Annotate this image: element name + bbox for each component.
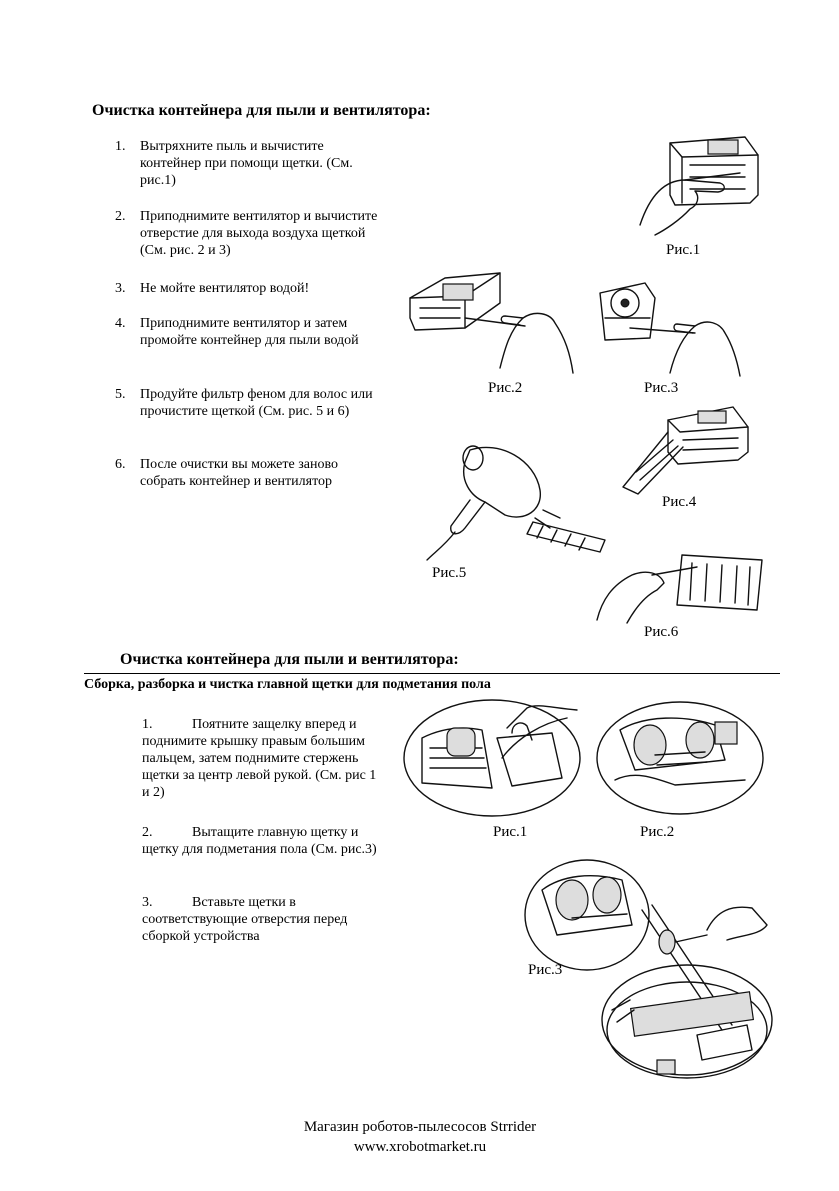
figure-2-illustration bbox=[405, 268, 575, 378]
step-number: 5. bbox=[115, 387, 126, 402]
step-number: 2. bbox=[142, 825, 153, 840]
step-text: Не мойте вентилятор водой! bbox=[140, 281, 310, 296]
section1-title: Очистка контейнера для пыли и вентилятора: bbox=[92, 102, 431, 119]
step-number: 1. bbox=[142, 717, 153, 732]
figure-6-caption: Рис.6 bbox=[644, 624, 679, 640]
brush-figure-2-illustration bbox=[595, 700, 765, 818]
brush-figure-1-illustration bbox=[402, 698, 582, 818]
section2-step-3 bbox=[142, 894, 387, 946]
figure-3-caption: Рис.3 bbox=[644, 380, 679, 396]
figure-3-illustration bbox=[595, 278, 745, 378]
footer-store-name: Магазин роботов-пылесосов Strrider bbox=[303, 1119, 537, 1135]
section1-step-4 bbox=[115, 315, 385, 367]
step-text: Продуйте фильтр феном для волос или прочистите щеткой (См. рис. 5 и 6) bbox=[140, 387, 373, 419]
figure-4-caption: Рис.4 bbox=[662, 494, 697, 510]
step-text: Поятните защелку вперед и поднимите крышку правым большим пальцем, затем поднимите стержень щетки за центр левой рукой. (См. рис 1 и 2) bbox=[142, 717, 377, 800]
section1-step-1 bbox=[115, 138, 385, 190]
section2-step-2 bbox=[142, 824, 387, 876]
step-text: Вытряхните пыль и вычистите контейнер при помощи щетки. (См. рис.1) bbox=[140, 139, 353, 188]
section1-step-5 bbox=[115, 386, 385, 438]
figure-1-caption: Рис.1 bbox=[666, 242, 701, 258]
step-text: Приподнимите вентилятор и вычистите отверстие для выхода воздуха щеткой (См. рис. 2 и 3) bbox=[140, 209, 378, 258]
brush-figure-2-caption: Рис.2 bbox=[640, 824, 675, 840]
figure-1-illustration bbox=[630, 125, 760, 235]
step-number: 3. bbox=[142, 895, 153, 910]
section2-title: Сборка, разборка и чистка главной щетки для подметания пола bbox=[84, 677, 491, 692]
section2-step-1 bbox=[142, 716, 387, 804]
step-text: Вставьте щетки в соответствующие отверстия перед сборкой устройства bbox=[142, 895, 348, 944]
figure-2-caption: Рис.2 bbox=[488, 380, 523, 396]
step-number: 3. bbox=[115, 281, 126, 296]
figure-6-illustration bbox=[592, 545, 767, 625]
section2-repeat-title: Очистка контейнера для пыли и вентилятора: bbox=[120, 651, 459, 668]
section-divider bbox=[84, 673, 780, 674]
figure-5-caption: Рис.5 bbox=[432, 565, 467, 581]
step-number: 2. bbox=[115, 209, 126, 224]
step-number: 6. bbox=[115, 457, 126, 472]
section1-step-3 bbox=[115, 280, 385, 300]
step-number: 1. bbox=[115, 139, 126, 154]
figure-5-illustration bbox=[425, 440, 610, 565]
step-text: Вытащите главную щетку и щетку для подметания пола (См. рис.3) bbox=[142, 825, 377, 857]
section1-step-2 bbox=[115, 208, 385, 260]
footer-website-link[interactable]: www.xrobotmarket.ru bbox=[353, 1139, 487, 1155]
step-text: Приподнимите вентилятор и затем промойте контейнер для пыли водой bbox=[140, 316, 359, 348]
brush-figure-3-caption: Рис.3 bbox=[528, 962, 563, 978]
figure-4-illustration bbox=[618, 402, 753, 497]
section1-step-6 bbox=[115, 456, 385, 492]
step-number: 4. bbox=[115, 316, 126, 331]
brush-figure-1-caption: Рис.1 bbox=[493, 824, 528, 840]
step-text: После очистки вы можете заново собрать контейнер и вентилятор bbox=[140, 457, 338, 489]
